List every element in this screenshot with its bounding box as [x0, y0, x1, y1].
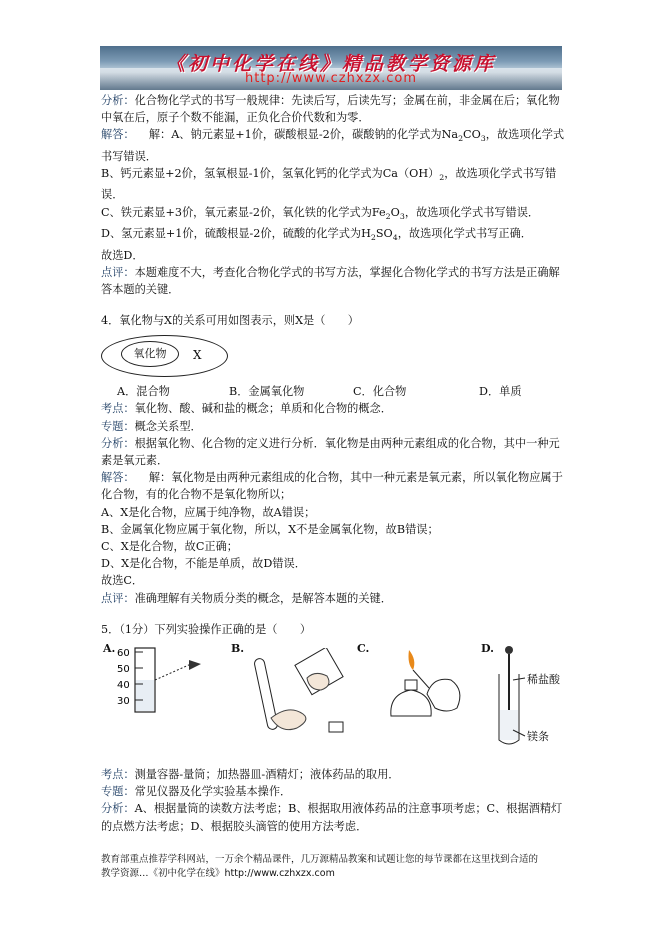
q3-analysis: 分析：化合物化学式的书写一般规律：先读后写，后读先写；金属在前，非金属在后；氧化物中氧在后，原子个数不能漏，正负化合价代数和为零．	[101, 94, 560, 125]
option-b[interactable]: B．金属氧化物	[229, 385, 305, 399]
sight-line	[155, 664, 191, 680]
bottle-stopper	[329, 722, 343, 732]
q4-solution-c: C、X是化合物，故C正确；	[101, 540, 238, 553]
q4-solution: 解答： 解：氧化物是由两种元素组成的化合物，其中一种元素是氧元素，所以氧化物应属于化合物，有的化合物不是氧化物所以；	[101, 471, 563, 502]
q5-stem: 5．（1分）下列实验操作正确的是（ ）	[101, 622, 312, 636]
q4-choice: 故选C．	[101, 574, 144, 588]
q5-kaodian: 考点：测量容器-量筒；加热器皿-酒精灯；液体药品的取用．	[101, 768, 400, 782]
pouring-liquid-illustration	[241, 648, 351, 738]
header-banner	[100, 46, 562, 90]
acid-label: 稀盐酸	[527, 673, 560, 687]
hand-shape-2	[307, 673, 329, 690]
cylinder-reading-illustration	[115, 646, 215, 716]
q4-kaodian: 考点：氧化物、酸、碱和盐的概念；单质和化合物的概念．	[101, 402, 392, 416]
q5-analysis: 分析：A、根据量筒的读数方法考虑；B、根据取用液体药品的注意事项考虑；C、根据酒精灯的点燃方法考虑；D、根据胶头滴管的使用方法考虑．	[101, 802, 563, 833]
flame-icon	[409, 650, 415, 670]
option-d[interactable]: D．单质	[479, 385, 522, 399]
cylinder-liquid	[136, 680, 154, 711]
q3-choice: 故选D．	[101, 248, 144, 262]
option-a[interactable]: A．混合物	[117, 385, 170, 399]
q3-solution-d: D、氢元素显+1价，硫酸根显-2价，硫酸的化学式为$H_2SO_4$，故选项化学式书写正确．	[101, 227, 532, 243]
diagram-x-label: X	[193, 348, 202, 363]
q5-images	[101, 640, 565, 760]
tube-liquid	[500, 710, 518, 740]
q4-comment: 点评：准确理解有关物质分类的概念，是解答本题的关键．	[101, 591, 392, 605]
lamp-body-2	[427, 679, 460, 711]
q4-solution-b: B、金属氧化物应属于氧化物，所以，X不是金属氧化物，故B错误；	[101, 522, 439, 536]
q4-analysis: 分析：根据氧化物、化合物的定义进行分析．氧化物是由两种元素组成的化合物，其中一种元素是氧元素．	[101, 436, 560, 467]
eye-icon	[189, 660, 201, 670]
option-c[interactable]: C．化合物	[353, 385, 407, 399]
banner-url[interactable]: http://www.czhxzx.com	[245, 71, 417, 86]
inner-ellipse-oxide: 氧化物	[121, 341, 179, 367]
q4-options	[101, 383, 565, 400]
tick-label-50: 50	[117, 664, 130, 676]
q3-solution-a: 解答： 解：A、钠元素显+1价，碳酸根显-2价，碳酸钠的化学式为$Na_2CO_3$，故选项化学式书写错误．	[101, 128, 565, 163]
image-label-c: C.	[357, 642, 370, 656]
q4-solution-d: D、X是化合物，不能是单质，故D错误．	[101, 557, 306, 571]
footer-line-2: 教学资源…《初中化学在线》http://www.czhxzx.com	[101, 868, 335, 879]
q4-diagram	[101, 333, 565, 381]
footer-url[interactable]: http://www.czhxzx.com	[224, 868, 335, 879]
image-label-a: A.	[103, 642, 116, 656]
q4-solution-a: A、X是化合物，应属于纯净物，故A错误；	[101, 505, 316, 519]
mg-label: 镁条	[527, 730, 549, 744]
q4-zhuanti: 专题：概念关系型．	[101, 419, 202, 433]
q5-zhuanti: 专题：常见仪器及化学实验基本操作．	[101, 785, 292, 799]
banner-title: 《初中化学在线》精品教学资源库	[165, 53, 496, 75]
tick-label-60: 60	[117, 648, 130, 660]
spacer	[101, 607, 565, 621]
tick-label-40: 40	[117, 680, 130, 692]
q3-comment: 点评：本题难度不大，考查化合物化学式的书写方法，掌握化合物化学式的书写方法是正确解答本题的关键．	[101, 265, 560, 296]
lamp-body-1	[391, 690, 431, 716]
footer-line-1: 教育部重点推荐学科网站，一万余个精品课件，几万源精品教案和试题让您的每节课都在这里找到合适的	[101, 854, 539, 865]
lamp-neck-1	[405, 680, 417, 690]
lamp-tilt-line	[413, 670, 429, 688]
q3-solution-b: B、钙元素显+2价，氢氧根显-1价，氢氧化钙的化学式为$Ca(OH)_2$，故选项化学式书写错误．	[101, 167, 557, 202]
hand-shape	[271, 710, 306, 730]
q3-solution-c: C、铁元素显+3价，氧元素显-2价，氧化铁的化学式为$Fe_2O_3$，故选项化学式书写错误．	[101, 205, 540, 221]
page-footer	[101, 853, 571, 881]
image-label-d: D.	[481, 642, 494, 656]
document-body	[101, 92, 565, 835]
dropper-bulb	[505, 646, 513, 654]
tick-label-30: 30	[117, 696, 130, 708]
spacer	[101, 298, 565, 312]
q4-stem: 4．氧化物与X的关系可用如图表示，则X是（ ）	[101, 314, 359, 328]
image-label-b: B.	[231, 642, 245, 656]
alcohol-lamp-illustration	[371, 646, 471, 736]
